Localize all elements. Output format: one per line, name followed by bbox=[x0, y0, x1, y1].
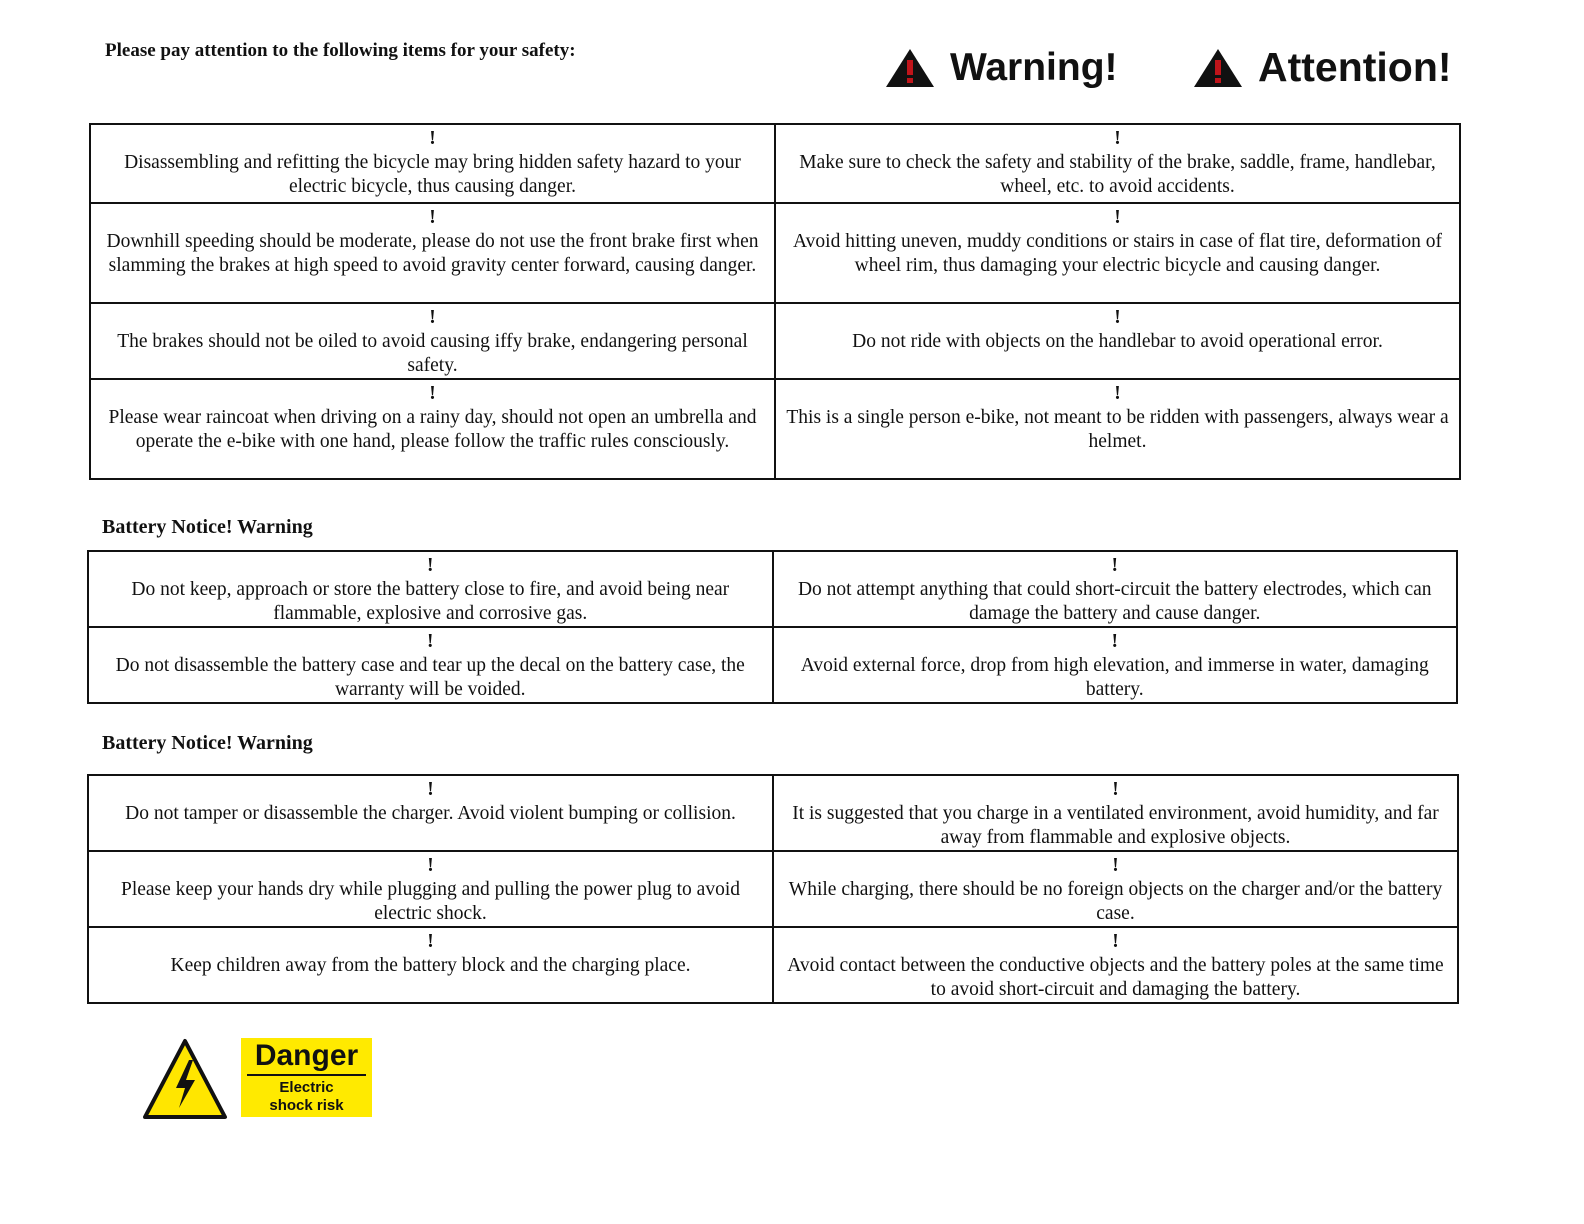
exclamation-mark: ! bbox=[1114, 207, 1121, 228]
divider bbox=[247, 1074, 366, 1076]
notice-text: It is suggested that you charge in a ventilated environment, avoid humidity, and far away from flammable and explosive objects. bbox=[792, 803, 1439, 848]
danger-subtitle-line2: shock risk bbox=[269, 1097, 344, 1114]
notice-text: Do not tamper or disassemble the charger. Avoid violent bumping or collision. bbox=[125, 803, 736, 824]
table-cell bbox=[773, 551, 1458, 627]
table-cell bbox=[775, 303, 1460, 379]
battery-table bbox=[87, 550, 1458, 704]
table-cell bbox=[88, 627, 773, 703]
table-row bbox=[88, 627, 1457, 703]
charger-table bbox=[87, 774, 1459, 1004]
table-row bbox=[88, 851, 1458, 927]
notice-text: Do not keep, approach or store the battery close to fire, and avoid being near flammable, explosive and corrosive gas. bbox=[131, 579, 730, 624]
electric-hazard-icon bbox=[142, 1038, 228, 1120]
warning-label: Warning! bbox=[950, 46, 1118, 89]
table-cell bbox=[88, 775, 773, 851]
attention-label: Attention! bbox=[1258, 44, 1452, 90]
table-cell bbox=[775, 203, 1460, 303]
exclamation-mark: ! bbox=[1112, 855, 1119, 876]
notice-text: Avoid external force, drop from high elevation, and immerse in water, damaging battery. bbox=[800, 655, 1429, 700]
notice-text: Do not disassemble the battery case and tear up the decal on the battery case, the warranty will be voided. bbox=[115, 655, 745, 700]
exclamation-mark: ! bbox=[1114, 383, 1121, 404]
exclamation-mark: ! bbox=[427, 631, 434, 652]
exclamation-mark: ! bbox=[429, 383, 436, 404]
table-row bbox=[90, 303, 1460, 379]
table-cell bbox=[90, 303, 775, 379]
table-cell bbox=[88, 551, 773, 627]
attention-badge bbox=[1192, 44, 1452, 91]
exclamation-mark: ! bbox=[1111, 631, 1118, 652]
exclamation-mark: ! bbox=[1111, 555, 1118, 576]
table-cell bbox=[773, 627, 1458, 703]
table-row bbox=[88, 551, 1457, 627]
exclamation-mark: ! bbox=[1112, 931, 1119, 952]
exclamation-mark: ! bbox=[1112, 779, 1119, 800]
notice-text: Disassembling and refitting the bicycle may bring hidden safety hazard to your electric bicycle, thus causing danger. bbox=[124, 152, 741, 197]
exclamation-mark: ! bbox=[427, 555, 434, 576]
exclamation-mark: ! bbox=[427, 931, 434, 952]
table-row bbox=[88, 775, 1458, 851]
table-row bbox=[90, 379, 1460, 479]
table-cell bbox=[90, 203, 775, 303]
notice-text: Please keep your hands dry while plugging and pulling the power plug to avoid electric shock. bbox=[120, 879, 740, 924]
notice-text: Do not attempt anything that could short-circuit the battery electrodes, which can damage the battery and cause danger. bbox=[797, 579, 1432, 624]
table-row bbox=[90, 203, 1460, 303]
exclamation-mark: ! bbox=[1114, 128, 1121, 149]
exclamation-mark: ! bbox=[429, 128, 436, 149]
charger-section-title: Battery Notice! Warning bbox=[102, 732, 313, 754]
table-cell bbox=[90, 124, 775, 203]
table-cell bbox=[773, 775, 1458, 851]
exclamation-mark: ! bbox=[427, 855, 434, 876]
table-cell bbox=[88, 851, 773, 927]
exclamation-mark: ! bbox=[427, 779, 434, 800]
notice-text: While charging, there should be no foreign objects on the charger and/or the battery case. bbox=[788, 879, 1443, 924]
table-cell bbox=[90, 379, 775, 479]
notice-text: Do not ride with objects on the handlebar to avoid operational error. bbox=[852, 331, 1383, 352]
danger-title: Danger bbox=[254, 1039, 359, 1072]
warning-badge bbox=[884, 46, 1118, 90]
exclamation-mark: ! bbox=[429, 307, 436, 328]
notice-text: This is a single person e-bike, not meant to be ridden with passengers, always wear a helmet. bbox=[786, 407, 1449, 452]
battery-section-title: Battery Notice! Warning bbox=[102, 516, 313, 538]
notice-text: Avoid contact between the conductive objects and the battery poles at the same time to avoid short-circuit and damaging the battery. bbox=[787, 955, 1444, 1000]
notice-text: Make sure to check the safety and stability of the brake, saddle, frame, handlebar, wheel, etc. to avoid accidents. bbox=[799, 152, 1436, 197]
warning-triangle-icon bbox=[884, 47, 936, 89]
exclamation-mark: ! bbox=[1114, 307, 1121, 328]
danger-sign bbox=[241, 1038, 372, 1117]
notice-text: The brakes should not be oiled to avoid causing iffy brake, endangering personal safety. bbox=[117, 331, 748, 376]
safety-intro: Please pay attention to the following items for your safety: bbox=[105, 40, 576, 61]
attention-triangle-icon bbox=[1192, 47, 1244, 89]
notice-text: Downhill speeding should be moderate, please do not use the front brake first when slamming the brakes at high speed to avoid gravity center forward, causing danger. bbox=[106, 231, 759, 276]
table-row bbox=[90, 124, 1460, 203]
notice-text: Please wear raincoat when driving on a rainy day, should not open an umbrella and operate the e-bike with one hand, please follow the traffic rules consciously. bbox=[108, 407, 757, 452]
table-cell bbox=[88, 927, 773, 1003]
notice-text: Avoid hitting uneven, muddy conditions or stairs in case of flat tire, deformation of wheel rim, thus damaging your electric bicycle and causing danger. bbox=[793, 231, 1442, 276]
safety-table bbox=[89, 123, 1461, 480]
table-cell bbox=[773, 927, 1458, 1003]
table-cell bbox=[773, 851, 1458, 927]
table-cell bbox=[775, 124, 1460, 203]
table-row bbox=[88, 927, 1458, 1003]
notice-text: Keep children away from the battery block and the charging place. bbox=[170, 955, 691, 976]
exclamation-mark: ! bbox=[429, 207, 436, 228]
danger-subtitle-line1: Electric bbox=[279, 1079, 334, 1096]
table-cell bbox=[775, 379, 1460, 479]
